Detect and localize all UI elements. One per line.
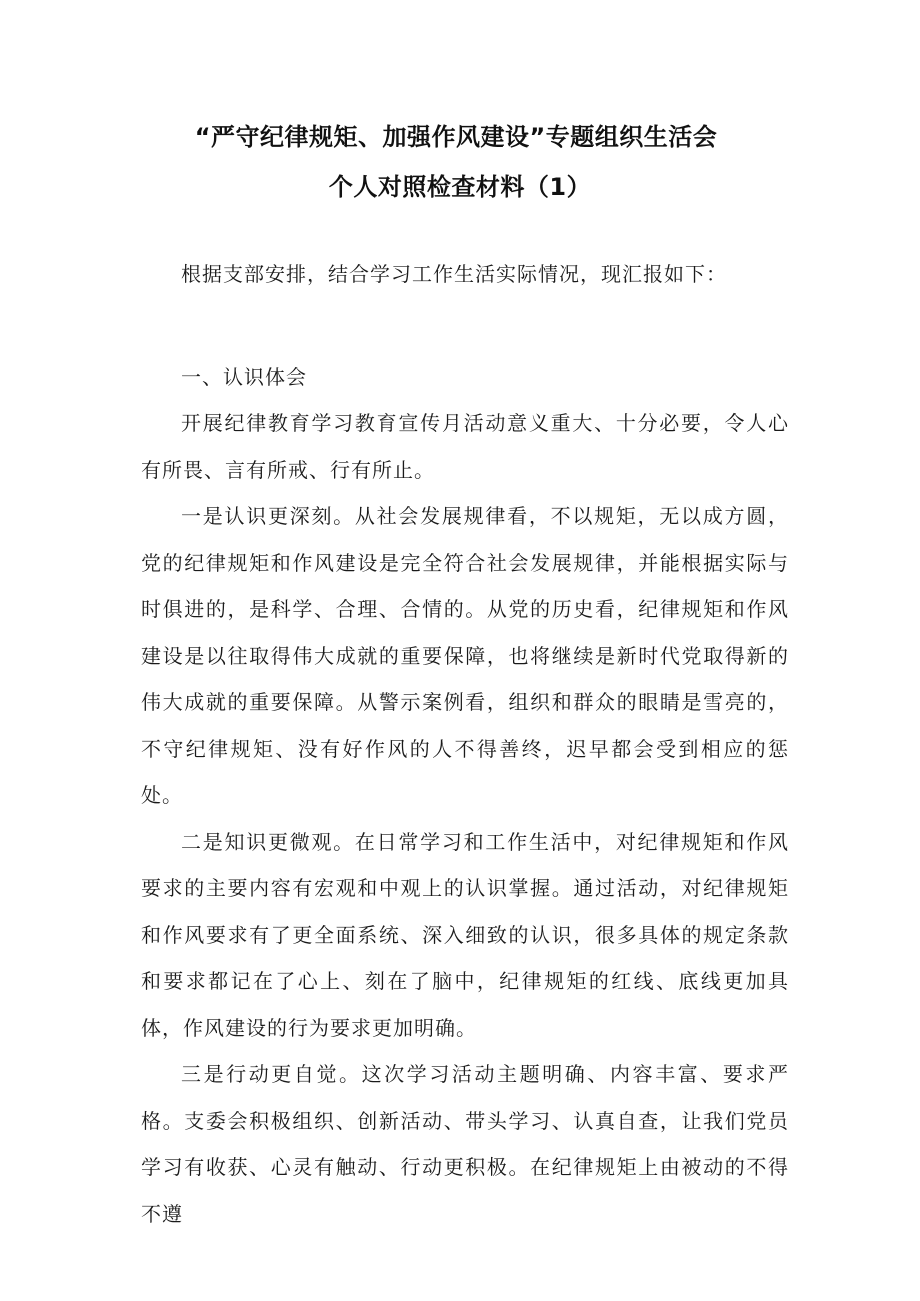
point-3-paragraph: 三是行动更自觉。这次学习活动主题明确、内容丰富、要求严格。支委会积极组织、创新活动、带头学习、认真自查，让我们党员学习有收获、心灵有触动、行动更积极。在纪律规矩上由被动的不得不遵 xyxy=(141,1062,789,1226)
document-title xyxy=(0,112,920,212)
document-body xyxy=(141,251,789,1237)
point-2-paragraph: 二是知识更微观。在日常学习和工作生活中，对纪律规矩和作风要求的主要内容有宏观和中观上的认识掌握。通过活动，对纪律规矩和作风要求有了更全面系统、深入细致的认识，很多具体的规定条款和要求都记在了心上、刻在了脑中，纪律规矩的红线、底线更加具体，作风建设的行为要求更加明确。 xyxy=(141,829,789,1040)
point-1-paragraph: 一是认识更深刻。从社会发展规律看，不以规矩，无以成方圆，党的纪律规矩和作风建设是完全符合社会发展规律，并能根据实际与时俱进的，是科学、合理、合情的。从党的历史看，纪律规矩和作风建设是以往取得伟大成就的重要保障，也将继续是新时代党取得新的伟大成就的重要保障。从警示案例看，组织和群众的眼睛是雪亮的，不守纪律规矩、没有好作风的人不得善终，迟早都会受到相应的惩处。 xyxy=(141,504,789,807)
title-line-2: 个人对照检查材料（1） xyxy=(328,173,592,201)
title-line-1: “严守纪律规矩、加强作风建设”专题组织生活会 xyxy=(194,123,718,151)
intro-paragraph: 根据支部安排，结合学习工作生活实际情况，现汇报如下： xyxy=(181,262,727,286)
section-heading-1: 一、认识体会 xyxy=(181,364,307,389)
overview-paragraph: 开展纪律教育学习教育宣传月活动意义重大、十分必要，令人心有所畏、言有所戒、行有所止。 xyxy=(141,411,789,482)
